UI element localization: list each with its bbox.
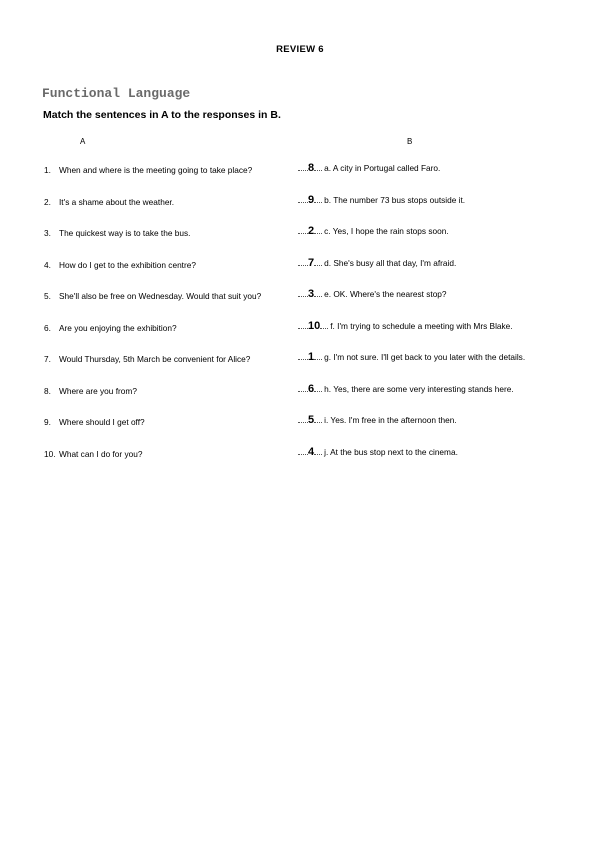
exercise-row [0, 414, 600, 431]
answer-blank-leading [298, 383, 308, 392]
exercise-row [0, 351, 600, 368]
sentence-text: The quickest way is to take the bus. [59, 228, 191, 238]
answer-blank-trailing [314, 351, 322, 360]
exercise-row [0, 319, 600, 337]
answer-number[interactable]: 2 [308, 225, 315, 237]
answer-number[interactable]: 4 [308, 445, 315, 458]
answer-blank-trailing [314, 162, 322, 171]
sentence-text: Are you enjoying the exhibition? [59, 322, 177, 333]
answer-blank-leading [298, 225, 308, 234]
sentence-a [44, 260, 196, 270]
response-text: h. Yes, there are some very interesting stands here. [324, 383, 514, 394]
answer-blank-leading [298, 446, 308, 455]
sentence-a [44, 449, 142, 459]
answer-number[interactable]: 5 [308, 414, 315, 426]
sentence-a [44, 417, 145, 427]
item-number: 9. [44, 417, 51, 427]
response-text: d. She's busy all that day, I'm afraid. [324, 257, 457, 268]
exercise-row [0, 225, 600, 242]
response-text: i. Yes. I'm free in the afternoon then. [324, 415, 457, 425]
answer-blank-leading [298, 351, 308, 360]
section-heading: Functional Language [42, 86, 191, 101]
sentence-text: How do I get to the exhibition centre? [59, 259, 196, 270]
response-b [298, 320, 513, 332]
exercise-row [0, 162, 600, 179]
response-text: g. I'm not sure. I'll get back to you later with the details. [324, 352, 526, 362]
sentence-a [44, 354, 250, 364]
sentence-a [44, 386, 137, 396]
answer-blank-leading [298, 288, 308, 297]
response-text: c. Yes, I hope the rain stops soon. [324, 226, 449, 236]
sentence-text: Would Thursday, 5th March be convenient for Alice? [59, 354, 251, 364]
answer-number[interactable]: 7 [308, 256, 315, 269]
response-text: f. I'm trying to schedule a meeting with Mrs Blake. [330, 320, 513, 331]
response-text: b. The number 73 bus stops outside it. [324, 194, 466, 205]
answer-blank-trailing [314, 414, 322, 423]
item-number: 5. [44, 291, 51, 301]
exercise-row [0, 193, 600, 211]
sentence-text: She'll also be free on Wednesday. Would that suit you? [59, 291, 262, 301]
response-b [298, 225, 449, 237]
answer-blank-trailing [314, 446, 322, 455]
item-number: 8. [44, 385, 51, 396]
item-number: 7. [44, 354, 51, 364]
exercise-row [0, 445, 600, 463]
item-number: 4. [44, 259, 51, 270]
sentence-a [44, 323, 177, 333]
item-number: 1. [44, 165, 51, 175]
exercise-row [0, 288, 600, 305]
sentence-a [44, 165, 252, 175]
answer-blank-leading [298, 162, 308, 171]
response-b [298, 288, 447, 300]
column-a-header: A [80, 137, 86, 146]
answer-number[interactable]: 8 [308, 162, 315, 174]
instruction-text: Match the sentences in A to the responses in B. [43, 109, 281, 121]
item-number: 3. [44, 228, 51, 238]
answer-number[interactable]: 1 [308, 351, 315, 363]
sentence-text: It's a shame about the weather. [59, 196, 175, 207]
response-b [298, 414, 457, 426]
answer-blank-leading [298, 414, 308, 423]
column-b-header: B [407, 137, 413, 146]
item-number: 2. [44, 196, 51, 207]
sentence-a [44, 291, 261, 301]
page-title: REVIEW 6 [276, 44, 324, 55]
sentence-a [44, 197, 174, 207]
answer-blank-trailing [320, 320, 328, 329]
response-b [298, 162, 440, 174]
answer-number[interactable]: 9 [308, 193, 315, 206]
sentence-a [44, 228, 190, 238]
answer-number[interactable]: 10 [308, 319, 321, 332]
answer-blank-leading [298, 257, 308, 266]
response-b [298, 351, 525, 363]
exercise-row [0, 256, 600, 274]
sentence-text: What can I do for you? [59, 448, 143, 459]
answer-blank-trailing [314, 225, 322, 234]
response-b [298, 383, 514, 395]
response-b [298, 446, 458, 458]
response-text: j. At the bus stop next to the cinema. [324, 446, 458, 457]
exercise-row [0, 382, 600, 400]
answer-blank-trailing [314, 383, 322, 392]
item-number: 10. [44, 448, 56, 459]
answer-number[interactable]: 6 [308, 382, 315, 395]
sentence-text: When and where is the meeting going to take place? [59, 165, 253, 175]
item-number: 6. [44, 322, 51, 333]
answer-blank-leading [298, 194, 308, 203]
sentence-text: Where should I get off? [59, 417, 145, 427]
response-b [298, 194, 465, 206]
answer-blank-trailing [314, 288, 322, 297]
answer-blank-trailing [314, 194, 322, 203]
response-b [298, 257, 456, 269]
sentence-text: Where are you from? [59, 385, 137, 396]
answer-blank-leading [298, 320, 308, 329]
answer-blank-trailing [314, 257, 322, 266]
response-text: e. OK. Where's the nearest stop? [324, 289, 447, 299]
answer-number[interactable]: 3 [308, 288, 315, 300]
response-text: a. A city in Portugal called Faro. [324, 163, 441, 173]
